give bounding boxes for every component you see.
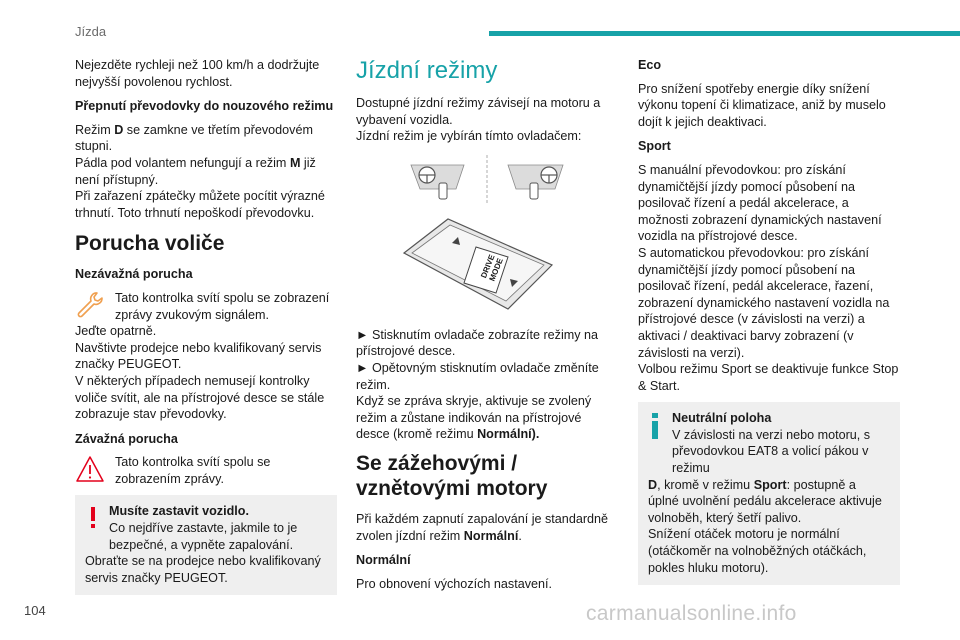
heading-sport: Sport: [638, 139, 671, 154]
stop-note-text-1: Co nejdříve zastavte, jakmile to je bezpečné, a vypněte zapalování.: [109, 521, 298, 552]
info-note-text-start: V závislosti na verzi nebo motoru, s převodovkou EAT8 a volicí pákou v režimu: [672, 427, 871, 476]
stop-note-box: [75, 495, 337, 595]
heading-minor-fault: Nezávažná porucha: [75, 267, 193, 282]
watermark: carmanualsonline.info: [586, 602, 797, 625]
drive-mode-button-illustration: [356, 213, 618, 315]
info-note-content: [672, 410, 890, 476]
drive-mode-button-label: DRIVE MODE: [479, 253, 505, 283]
normal-text: Pro obnovení výchozích nastavení.: [356, 576, 553, 591]
info-note-row: [648, 410, 890, 476]
downshift-line-1: Režim D se zamkne ve třetím převodovém stupni.: [75, 122, 313, 154]
stop-note-title: Musíte zastavit vozidlo.: [109, 504, 249, 519]
sport-text-3: Volbou režimu Sport se deaktivuje funkce Stop & Start.: [638, 362, 899, 393]
eco-text: Pro snížení spotřeby energie díky snížení výkonu topení či klimatizace, aniž by muselo dojít k jejich deaktivaci.: [638, 81, 886, 129]
steering-wheel-controls-illustration: [356, 153, 618, 205]
intro-text: Nejezděte rychleji než 100 km/h a dodržujte nejvyšší povolenou rychlost.: [75, 58, 320, 89]
warning-triangle-icon: [75, 454, 105, 484]
heading-eco: Eco: [638, 58, 662, 72]
major-fault-text: Tato kontrolka svítí spolu se zobrazením zprávy.: [115, 455, 271, 486]
modes-intro-1: Dostupné jízdní režimy závisejí na motoru a vybavení vozidla.: [356, 96, 601, 127]
info-icon: [648, 410, 664, 440]
info-note-title: Neutrální poloha: [672, 411, 772, 426]
minor-fault-text-4: V některých případech nemusejí kontrolky voliče svítit, ale na přístrojové desce se stále zobrazuje stav převodovky.: [75, 373, 325, 422]
engines-text: Při každém zapnutí zapalování je standardně zvolen jízdní režim Normální.: [356, 511, 609, 543]
page-number: 104: [24, 603, 46, 618]
step-1: ► Stisknutím ovladače zobrazíte režimy na přístrojové desce.: [356, 327, 599, 359]
stop-note-text-2: Obraťte se na prodejce nebo kvalifikovaný servis značky PEUGEOT.: [85, 554, 321, 585]
minor-fault-text-2: Jeďte opatrně.: [75, 324, 157, 339]
heading-driving-modes: Jízdní režimy: [356, 57, 498, 84]
info-note-text-2: Snížení otáček motoru je normální (otáčkoměr na volnoběžných otáčkách, pokles hluku motoru).: [648, 527, 867, 575]
downshift-line-2: Pádla pod volantem nefungují a režim M již není přístupný.: [75, 155, 316, 187]
column-right: [638, 57, 900, 585]
heading-downshift: Přepnutí převodovky do nouzového režimu: [75, 99, 334, 114]
exclamation-icon: [85, 503, 101, 533]
heading-engines: Se zážehovými / vznětovými motory: [356, 451, 548, 500]
header-accent-bar: [489, 31, 960, 36]
sport-text-1: S manuální převodovkou: pro získání dynamičtější jízdy pomocí působení na posilovač řízení a pedál akcelerace, a možnosti zobrazení dynamických nastavení vozidla na přístrojové desce.: [638, 162, 882, 244]
step-2: ► Opětovným stisknutím ovladače změníte režim.: [356, 360, 599, 392]
header-section: Jízda: [75, 24, 107, 39]
heading-selector-fault: Porucha voliče: [75, 232, 225, 256]
heading-normal: Normální: [356, 553, 411, 568]
minor-fault-text: Tato kontrolka svítí spolu se zobrazení zprávy zvukovým signálem.: [115, 290, 330, 322]
wrench-icon: [75, 290, 105, 320]
column-left: [75, 57, 337, 595]
sport-text-2: S automatickou převodovkou: pro získání dynamičtější jízdy pomocí působení na posilovač řízení, pedál akcelerace, řazení, zobrazení dynamického nastavení vozidla na přístrojové desce (v závislosti na verzi) a aktivaci / deaktivaci barvy zobrazení (v závislosti na verzi).: [638, 245, 890, 360]
after-step-text: Když se zpráva skryje, aktivuje se zvolený režim a zůstane indikován na přístrojové desce (kromě režimu Normální).: [356, 394, 592, 442]
modes-intro-2: Jízdní režim je vybírán tímto ovladačem:: [356, 129, 582, 144]
downshift-line-3: Při zařazení zpátečky můžete pocítit výrazné trhnutí. Toto trhnutí nepoškodí převodovku.: [75, 189, 325, 220]
minor-fault-text-3: Navštivte prodejce nebo kvalifikovaný servis značky PEUGEOT.: [75, 340, 322, 372]
heading-major-fault: Závažná porucha: [75, 431, 178, 446]
stop-note-content: [109, 503, 327, 553]
stop-note-row: [85, 503, 327, 553]
info-note-text-1: D, kromě v režimu Sport: postupně a úplné uvolnění pedálu akcelerace aktivuje volnoběh, který šetří palivo.: [648, 477, 882, 525]
info-note-box: [638, 402, 900, 585]
column-middle: [356, 57, 618, 592]
minor-fault-row: [75, 290, 337, 323]
major-fault-row: [75, 454, 337, 487]
